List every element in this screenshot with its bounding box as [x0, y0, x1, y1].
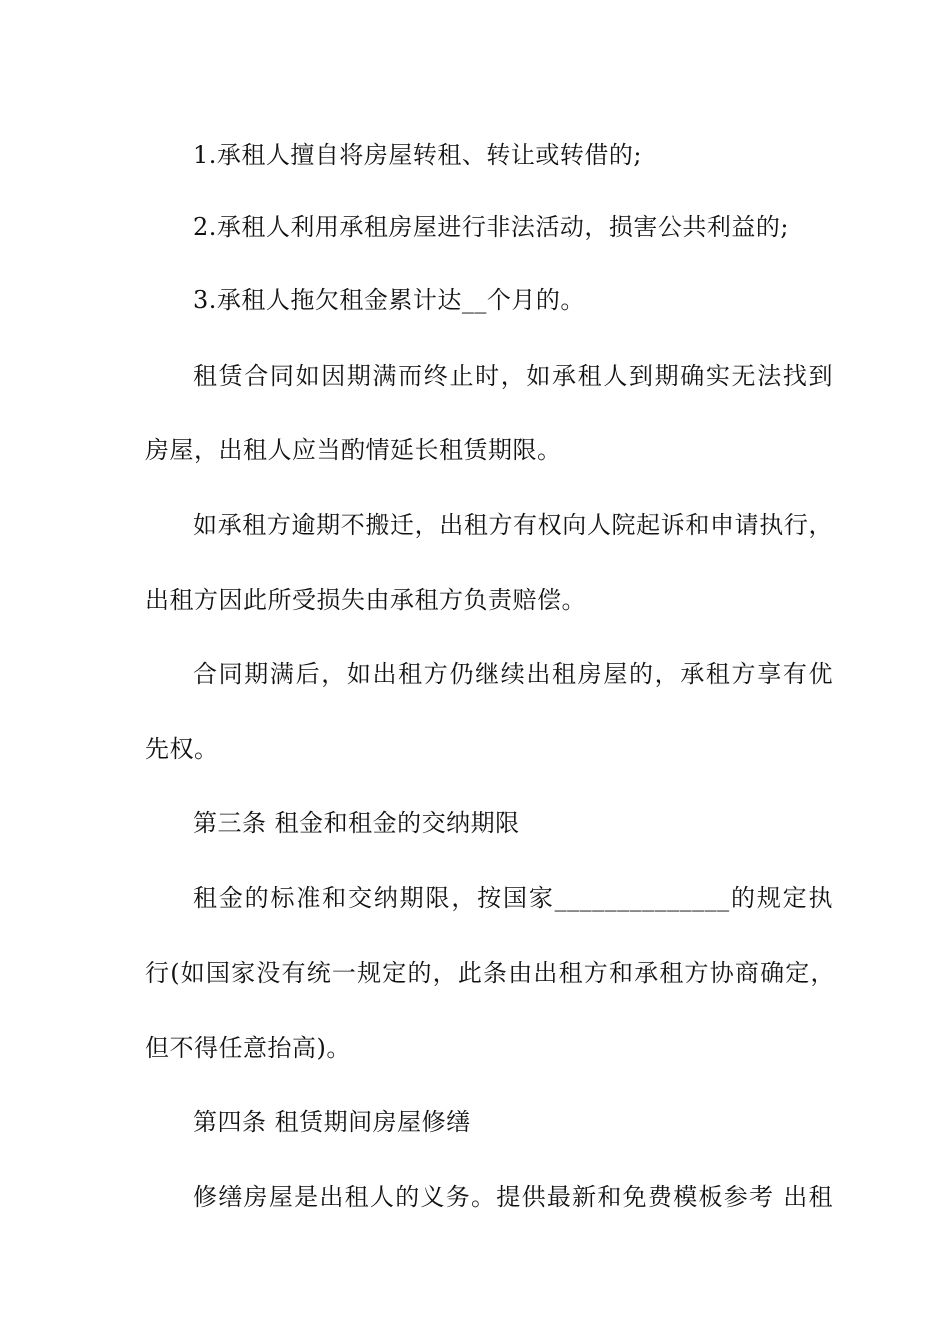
article-3-line-2: 行(如国家没有统一规定的，此条由出租方和承租方协商确定，	[145, 959, 835, 987]
paragraph-priority-line-2: 先权。	[145, 735, 219, 763]
article-3-line-1: 租金的标准和交纳期限，按国家______________的规定执	[193, 884, 833, 912]
paragraph-eviction-line-2: 出租方因此所受损失由承租方负责赔偿。	[145, 586, 586, 614]
clause-item-2: 2.承租人利用承租房屋进行非法活动，损害公共利益的;	[193, 213, 789, 241]
paragraph-eviction-line-1: 如承租方逾期不搬迁，出租方有权向人院起诉和申请执行，	[193, 511, 833, 539]
paragraph-expiry-line-2: 房屋，出租人应当酌情延长租赁期限。	[145, 436, 562, 464]
paragraph-expiry-line-1: 租赁合同如因期满而终止时，如承租人到期确实无法找到	[193, 362, 833, 390]
clause-item-1: 1.承租人擅自将房屋转租、转让或转借的;	[193, 141, 642, 169]
article-3-line-3: 但不得任意抬高)。	[145, 1034, 351, 1062]
paragraph-priority-line-1: 合同期满后，如出租方仍继续出租房屋的，承租方享有优	[193, 660, 833, 688]
article-3-heading: 第三条 租金和租金的交纳期限	[193, 809, 520, 837]
article-4-heading: 第四条 租赁期间房屋修缮	[193, 1108, 471, 1136]
article-4-line-1: 修缮房屋是出租人的义务。提供最新和免费模板参考 出租	[193, 1183, 833, 1211]
clause-item-3: 3.承租人拖欠租金累计达__个月的。	[193, 286, 585, 314]
